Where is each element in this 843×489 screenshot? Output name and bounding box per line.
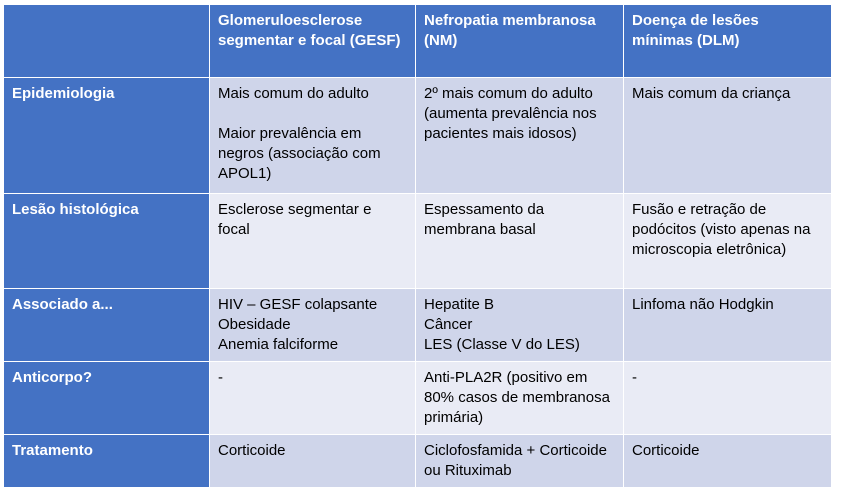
- cell-line: Fusão e retração de podócitos (visto apenas na microscopia eletrônica): [632, 201, 815, 258]
- cell-line: Hepatite B: [424, 296, 495, 313]
- row-label: Tratamento: [4, 435, 210, 488]
- cell-line: Maior prevalência em negros (associação com APOL1): [218, 125, 384, 182]
- header-gesf: Glomeruloesclerose segmentar e focal (GESF): [210, 5, 416, 78]
- row-anticorpo: [4, 362, 832, 435]
- cell-gesf: [210, 362, 416, 435]
- cell-gesf: [210, 289, 416, 362]
- cell-line: Esclerose segmentar e focal: [218, 201, 376, 238]
- row-tratamento: [4, 435, 832, 488]
- cell-gap: [218, 104, 407, 124]
- row-epidemiologia: [4, 78, 832, 194]
- cell-nm: [416, 78, 624, 194]
- cell-line: Anemia falciforme: [218, 336, 339, 353]
- cell-line: LES (Classe V do LES): [424, 336, 580, 353]
- cell-line: Corticoide: [218, 442, 286, 459]
- cell-line: Câncer: [424, 316, 473, 333]
- cell-line: -: [218, 369, 223, 386]
- row-associado: [4, 289, 832, 362]
- cell-line: Ciclofosfamida + Corticoide ou Rituximab: [424, 442, 612, 479]
- header-row: [4, 5, 832, 78]
- row-label: Associado a...: [4, 289, 210, 362]
- cell-line: Mais comum da criança: [632, 85, 791, 102]
- row-label: Lesão histológica: [4, 194, 210, 289]
- comparison-table: [3, 4, 832, 488]
- cell-nm: [416, 362, 624, 435]
- cell-gesf: [210, 435, 416, 488]
- cell-dlm: [624, 362, 832, 435]
- row-label: Epidemiologia: [4, 78, 210, 194]
- cell-line: Anti-PLA2R (positivo em 80% casos de membranosa primária): [424, 369, 615, 426]
- cell-gesf: [210, 194, 416, 289]
- cell-line: 2º mais comum do adulto (aumenta prevalência nos pacientes mais idosos): [424, 85, 601, 142]
- header-corner: [4, 5, 210, 78]
- cell-dlm: [624, 194, 832, 289]
- cell-line: Obesidade: [218, 316, 291, 333]
- cell-line: Espessamento da membrana basal: [424, 201, 549, 238]
- cell-dlm: [624, 435, 832, 488]
- cell-nm: [416, 289, 624, 362]
- cell-line: HIV – GESF colapsante: [218, 296, 378, 313]
- cell-line: Linfoma não Hodgkin: [632, 296, 774, 313]
- cell-line: Corticoide: [632, 442, 700, 459]
- cell-dlm: [624, 289, 832, 362]
- header-nm: Nefropatia membranosa (NM): [416, 5, 624, 78]
- cell-dlm: [624, 78, 832, 194]
- cell-line: -: [632, 369, 637, 386]
- header-dlm: Doença de lesões mínimas (DLM): [624, 5, 832, 78]
- cell-nm: [416, 194, 624, 289]
- cell-gesf: [210, 78, 416, 194]
- cell-line: Mais comum do adulto: [218, 85, 369, 102]
- cell-nm: [416, 435, 624, 488]
- row-label: Anticorpo?: [4, 362, 210, 435]
- row-lesao-histologica: [4, 194, 832, 289]
